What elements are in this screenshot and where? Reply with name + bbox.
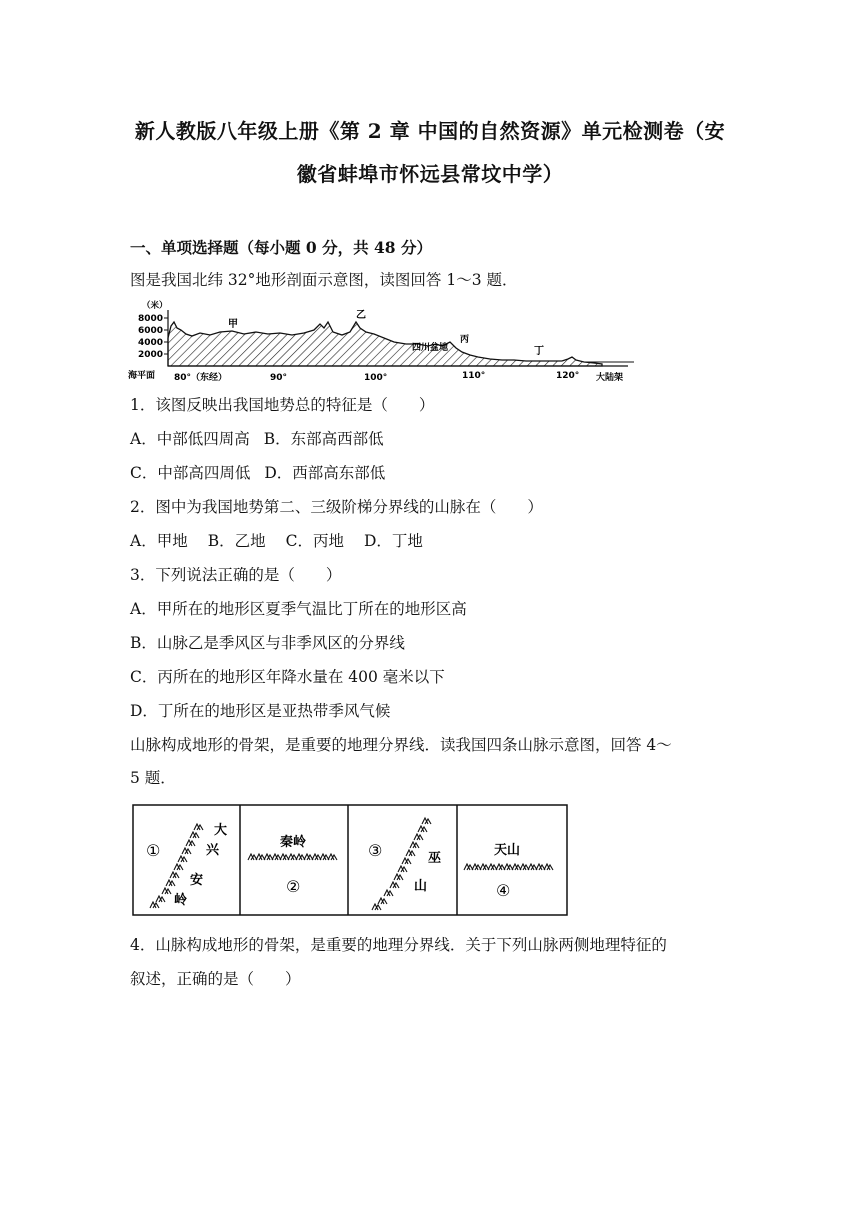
- panel-4-number: ④: [496, 881, 511, 900]
- q2-option-c: C．丙地: [285, 532, 344, 550]
- label-jia: 甲: [228, 319, 238, 330]
- intro-mountains-line-1: 山脉构成地形的骨架，是重要的地理分界线．读我国四条山脉示意图，回答 4～: [130, 736, 672, 754]
- panel-1-char-4: 岭: [174, 893, 188, 908]
- y-tick-8000: 8000: [138, 314, 164, 324]
- q1-stem: 1．该图反映出我国地势总的特征是（ ）: [130, 396, 435, 414]
- document-title-line-2: 徽省蚌埠市怀远县常坟中学）: [296, 162, 564, 186]
- panel-1-char-3: 安: [190, 873, 204, 888]
- x-tick-110: 110°: [462, 371, 486, 381]
- q1-option-b: B．东部高西部低: [263, 430, 384, 448]
- label-yi: 乙: [356, 310, 366, 321]
- y-tick-6000: 6000: [138, 326, 164, 336]
- document-title-line-1: 新人教版八年级上册《第 2 章 中国的自然资源》单元检测卷（安: [134, 119, 726, 143]
- q4-stem-line-2: 叙述，正确的是（ ）: [130, 970, 301, 988]
- y-unit-label: （米）: [142, 301, 168, 311]
- q1-option-d: D．西部高东部低: [264, 464, 386, 482]
- q1-options-cd: [130, 461, 385, 483]
- q3-option-b: B．山脉乙是季风区与非季风区的分界线: [130, 634, 405, 652]
- x-tick-120: 120°: [556, 371, 580, 381]
- terrain-profile-figure: [128, 298, 638, 386]
- x-tick-100: 100°: [364, 373, 388, 383]
- panel-3-number: ③: [368, 841, 383, 860]
- shelf-label: 大陆架: [596, 373, 624, 383]
- label-ding: 丁: [534, 346, 544, 357]
- panel-2-number: ②: [286, 877, 301, 896]
- panel-1-char-2: 兴: [206, 843, 220, 858]
- panel-1-number: ①: [146, 841, 161, 860]
- y-tick-4000: 4000: [138, 338, 164, 348]
- q3-option-d: D．丁所在的地形区是亚热带季风气候: [130, 702, 391, 720]
- panel-2-name: 秦岭: [280, 835, 307, 850]
- panel-4-name: 天山: [494, 843, 521, 858]
- panel-3-char-1: 巫: [428, 851, 442, 866]
- mountain-ranges-figure: [132, 804, 568, 916]
- x-tick-80: 80°（东经）: [174, 373, 228, 383]
- intro-mountains-line-2: 5 题．: [130, 769, 176, 787]
- q1-option-c: C．中部高四周低: [130, 464, 251, 482]
- y-tick-2000: 2000: [138, 350, 164, 360]
- intro-profile: 图是我国北纬 32°地形剖面示意图，读图回答 1～3 题．: [130, 271, 518, 289]
- q1-options-ab: [130, 427, 384, 449]
- q2-stem: 2．图中为我国地势第二、三级阶梯分界线的山脉在（ ）: [130, 498, 543, 516]
- label-sichuan-basin: 四川盆地: [412, 343, 449, 353]
- x-tick-90: 90°: [270, 373, 288, 383]
- q2-option-b: B．乙地: [207, 532, 266, 550]
- q4-stem-line-1: 4．山脉构成地形的骨架，是重要的地理分界线．关于下列山脉两侧地理特征的: [130, 936, 667, 954]
- q2-option-d: D．丁地: [363, 532, 423, 550]
- panel-3-char-2: 山: [414, 879, 428, 894]
- label-bing: 丙: [460, 335, 470, 345]
- sea-level-label: 海平面: [128, 371, 156, 381]
- section-heading: 一、单项选择题（每小题 0 分，共 48 分）: [130, 238, 432, 257]
- q1-option-a: A．中部低四周高: [130, 430, 250, 448]
- q2-options: [130, 529, 423, 551]
- panel-1-char-1: 大: [214, 823, 228, 838]
- q3-stem: 3．下列说法正确的是（ ）: [130, 566, 342, 584]
- q3-option-c: C．丙所在的地形区年降水量在 400 毫米以下: [130, 668, 445, 686]
- q2-option-a: A．甲地: [130, 532, 188, 550]
- q3-option-a: A．甲所在的地形区夏季气温比丁所在的地形区高: [130, 600, 467, 618]
